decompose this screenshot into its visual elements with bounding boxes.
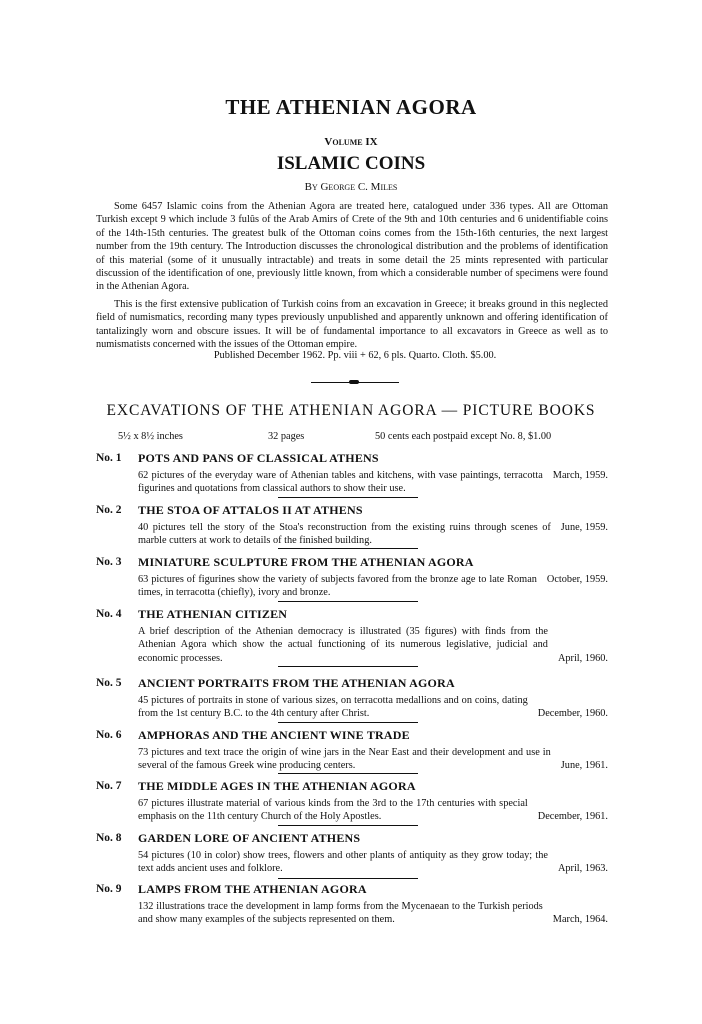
volume-label: Volume IX — [324, 136, 378, 148]
book-description — [138, 694, 608, 721]
book-description-text: 62 pictures of the everyday ware of Athenian tables and kitchens, with vase paintings, terracotta figurines and quotations from classical authors to show their use. — [138, 470, 543, 495]
book-date: October, 1959. — [546, 574, 608, 585]
book-title: LAMPS FROM THE ATHENIAN AGORA — [138, 882, 367, 896]
entry-rule — [278, 497, 418, 498]
ornament-divider — [311, 381, 399, 385]
book-description — [138, 521, 608, 548]
divider-diamond — [349, 380, 359, 384]
entry-rule — [278, 773, 418, 774]
book-description-text: 45 pictures of portraits in stone of various sizes, on terracotta medallions and on coins, dating from the 1st century B.C. to the 4th century after Christ. — [138, 695, 528, 720]
book-number: No. 8 — [96, 832, 122, 844]
book-description-text: 73 pictures and text trace the origin of wine jars in the Near East and their development and use in several of the famous Greek wine producing centers. — [138, 747, 551, 772]
book-description — [138, 746, 608, 773]
book-number: No. 1 — [96, 452, 122, 464]
description-paragraph-1: Some 6457 Islamic coins from the Athenian Agora are treated here, catalogued under 336 types. All are Ottoman Turkish except 9 which include 3 fulûs of the Arab Amirs of Crete of the 9th and 10th centuries and 6 unidentifiable coins of the 14th-15th centuries. The greatest bulk of the Ottoman coins comes from the 15th-16th centuries, the next largest number from the 19th century. The Introduction discusses the chronological distribution and the problems of identification of this material (some of it unusually intractable) and treats in some detail the 25 mints represented with particular discussion of the identification of one, previously little known, from which a considerable number of specimens were found in the Athenian Agora. — [96, 201, 608, 293]
book-description — [138, 469, 608, 496]
picture-books-heading: EXCAVATIONS OF THE ATHENIAN AGORA — PICTURE BOOKS — [106, 402, 596, 419]
main-title: THE ATHENIAN AGORA — [225, 95, 477, 119]
book-description-text: 63 pictures of figurines show the variety of subjects favored from the bronze age to late Roman times, in terracotta (chiefly), ivory and bronze. — [138, 574, 537, 599]
book-description — [138, 797, 608, 824]
book-date: December, 1961. — [537, 811, 608, 822]
book-pages: 32 pages — [268, 431, 305, 442]
publication-info: Published December 1962. Pp. viii + 62, 6 pls. Quarto. Cloth. $5.00. — [213, 350, 497, 361]
entry-rule — [278, 601, 418, 602]
book-number: No. 5 — [96, 677, 122, 689]
entry-rule — [278, 825, 418, 826]
description-paragraph-2: This is the first extensive publication of Turkish coins from an excavation in Greece; it breaks ground in this neglected field of numismatics, recording many types previously unpublished and apparently unknown and offering identification of tantalizingly worn and obscure issues. It will be of fundamental importance to all excavators in Greece as well as to numismatists concerned with the issues of the Ottoman empire. — [96, 299, 608, 351]
book-number: No. 2 — [96, 504, 122, 516]
book-title: ANCIENT PORTRAITS FROM THE ATHENIAN AGORA — [138, 676, 455, 690]
volume-title: ISLAMIC COINS — [276, 153, 426, 174]
entry-rule — [278, 548, 418, 549]
book-description-text: 54 pictures (10 in color) show trees, flowers and other plants of antiquity as they grow today; the text adds ancient uses and folklore. — [138, 850, 548, 875]
entry-rule — [278, 666, 418, 667]
entry-rule — [278, 722, 418, 723]
book-date: June, 1959. — [560, 522, 608, 533]
book-description-text: 40 pictures tell the story of the Stoa's reconstruction from the existing ruins through scenes of marble cutters at work to details of the finished building. — [138, 522, 551, 547]
book-date: December, 1960. — [537, 708, 608, 719]
book-size: 5½ x 8½ inches — [118, 431, 183, 442]
book-description — [138, 573, 608, 600]
book-description — [138, 625, 608, 665]
book-number: No. 4 — [96, 608, 122, 620]
book-title: THE STOA OF ATTALOS II AT ATHENS — [138, 503, 363, 517]
entry-rule — [278, 878, 418, 879]
book-date: March, 1964. — [552, 914, 608, 925]
book-number: No. 7 — [96, 780, 122, 792]
book-date: April, 1963. — [557, 863, 608, 874]
book-price: 50 cents each postpaid except No. 8, $1.00 — [375, 431, 552, 442]
book-date: March, 1959. — [552, 470, 608, 481]
book-number: No. 3 — [96, 556, 122, 568]
book-date: April, 1960. — [557, 653, 608, 664]
book-description — [138, 849, 608, 876]
book-description — [138, 900, 608, 927]
book-title: AMPHORAS AND THE ANCIENT WINE TRADE — [138, 728, 410, 742]
book-title: POTS AND PANS OF CLASSICAL ATHENS — [138, 451, 379, 465]
book-title: MINIATURE SCULPTURE FROM THE ATHENIAN AGORA — [138, 555, 474, 569]
author-line: By George C. Miles — [304, 181, 398, 193]
book-title: GARDEN LORE OF ANCIENT ATHENS — [138, 831, 361, 845]
book-number: No. 6 — [96, 729, 122, 741]
book-description-text: 67 pictures illustrate material of various kinds from the 3rd to the 17th centuries with special emphasis on the 11th century Church of the Holy Apostles. — [138, 798, 528, 823]
book-title: THE MIDDLE AGES IN THE ATHENIAN AGORA — [138, 779, 416, 793]
book-description-text: 132 illustrations trace the development in lamp forms from the Mycenaean to the Turkish periods and show many examples of the subjects represented on them. — [138, 901, 543, 926]
book-title: THE ATHENIAN CITIZEN — [138, 607, 288, 621]
book-number: No. 9 — [96, 883, 122, 895]
book-date: June, 1961. — [560, 760, 608, 771]
book-description-text: A brief description of the Athenian democracy is illustrated (35 figures) with finds from the Athenian Agora which show the actual functioning of its numerous legislative, judicial and economic processes. — [138, 626, 548, 664]
